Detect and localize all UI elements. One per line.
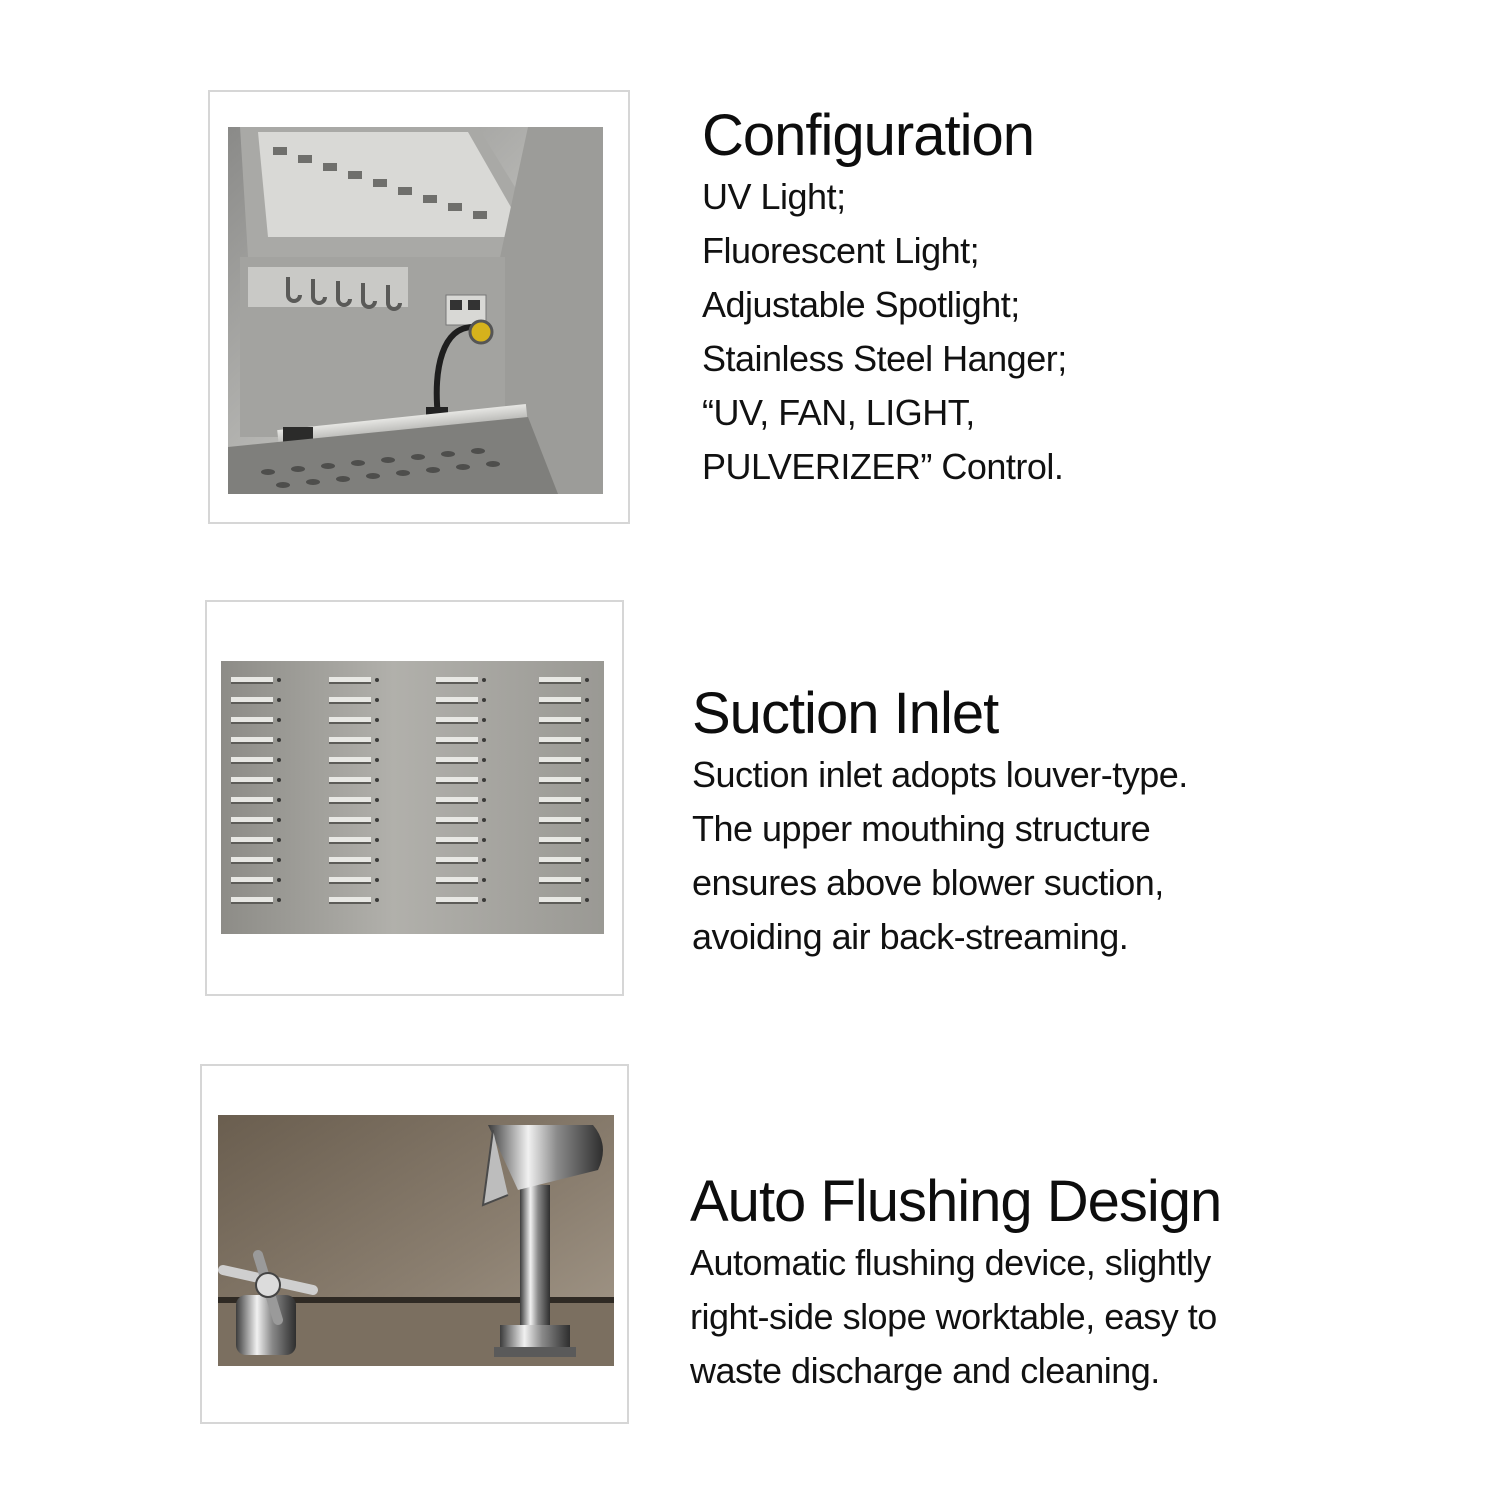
faucet-sprayer-photo: [218, 1115, 614, 1366]
feature-line: Automatic flushing device, slightly: [690, 1242, 1211, 1283]
feature-line: The upper mouthing structure: [692, 808, 1151, 849]
feature-line: “UV, FAN, LIGHT,: [702, 392, 975, 433]
feature-line: avoiding air back-streaming.: [692, 916, 1129, 957]
feature-line: Stainless Steel Hanger;: [702, 338, 1067, 379]
section-auto-flushing: [690, 1170, 1470, 1398]
feature-line: UV Light;: [702, 176, 846, 217]
feature-line: ensures above blower suction,: [692, 862, 1164, 903]
feature-line: waste discharge and cleaning.: [690, 1350, 1160, 1391]
feature-line: PULVERIZER” Control.: [702, 446, 1064, 487]
section-heading: Suction Inlet: [692, 681, 999, 746]
feature-line: Adjustable Spotlight;: [702, 284, 1020, 325]
section-suction-inlet: [692, 682, 1452, 964]
louver-panel-photo: [221, 661, 604, 934]
feature-line: right-side slope worktable, easy to: [690, 1296, 1217, 1337]
section-configuration: [702, 104, 1402, 494]
section-heading: Auto Flushing Design: [690, 1169, 1222, 1234]
feature-line: Suction inlet adopts louver-type.: [692, 754, 1188, 795]
cabinet-interior-photo: [228, 127, 603, 494]
feature-line: Fluorescent Light;: [702, 230, 980, 271]
section-heading: Configuration: [702, 103, 1034, 168]
